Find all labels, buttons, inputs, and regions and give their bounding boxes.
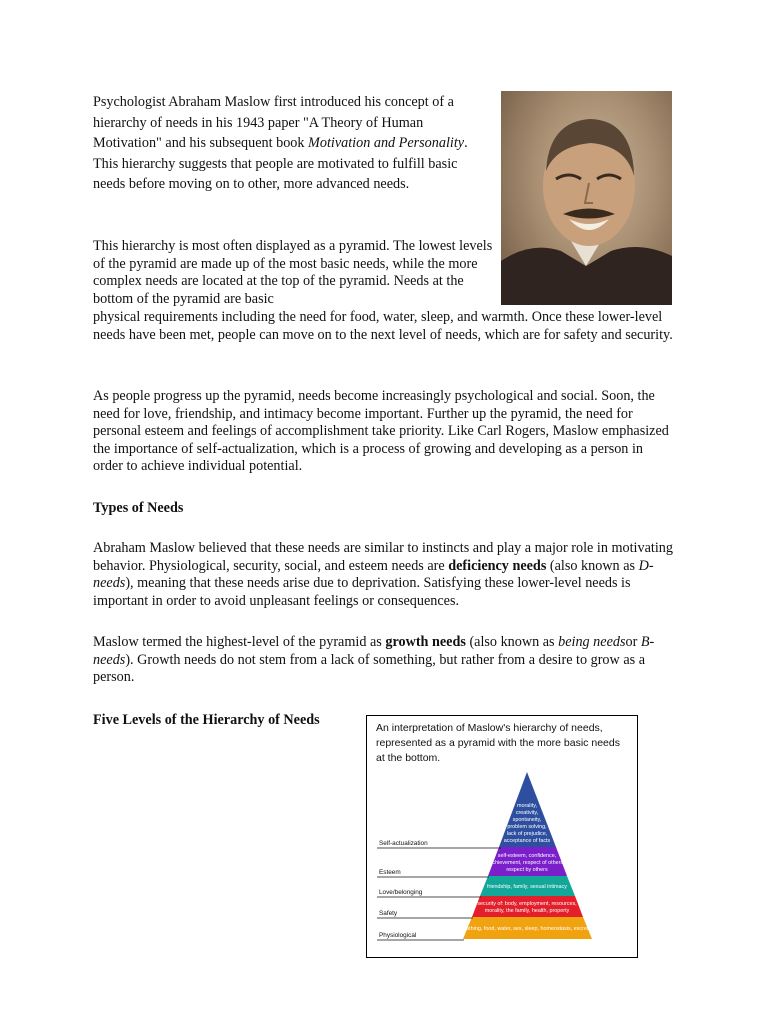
hierarchy-figure (366, 715, 638, 958)
types-paragraph-2: Maslow termed the highest-level of the pyramid as growth needs (also known as being needsor B-needs). Growth needs do not stem from a lack of something, but rather from a desire to grow as a person. (93, 634, 655, 685)
tier-text-self-actualization-6: acceptance of facts (503, 838, 551, 844)
types-heading: Types of Needs (93, 500, 184, 516)
tier-text-safety-1: security of: body, employment, resources, (477, 901, 577, 907)
tier-text-physiological: breathing, food, water, sex, sleep, homeostasis, excretion (458, 926, 596, 932)
tier-text-self-actualization-4: problem solving, (507, 824, 547, 830)
tier-text-self-actualization-3: spontaneity, (512, 817, 542, 823)
label-physiological: Physiological (379, 932, 417, 939)
levels-heading: Five Levels of the Hierarchy of Needs (93, 712, 320, 728)
label-esteem: Esteem (379, 869, 401, 876)
types-paragraph-1: Abraham Maslow believed that these needs are similar to instincts and play a major role in motivating behavior. Physiological, security, social, and esteem needs are deficiency needs (also known as D-needs), meaning that these needs arise due to deprivation. Satisfying these lower-level needs is important in order to avoid unpleasant feelings or consequences. (93, 540, 673, 609)
tier-text-self-actualization-1: morality, (517, 803, 537, 809)
label-love-belonging: Love/belonging (379, 889, 423, 896)
intro-paragraph-2-top: This hierarchy is most often displayed as a pyramid. The lowest levels of the pyramid are made up of the most basic needs, while the more complex needs are located at the top of the pyramid. Needs at the bottom of the pyramid are basic (93, 238, 493, 307)
intro-paragraph-1: Psychologist Abraham Maslow first introduced his concept of a hierarchy of needs in his 1943 paper "A Theory of Human Motivation" and his subsequent book Motivation and Personality. This hierarchy suggests that people are motivated to fulfill basic needs before moving on to other, more advanced needs. (93, 94, 468, 192)
intro-paragraph-3: As people progress up the pyramid, needs become increasingly psychological and social. Soon, the need for love, friendship, and intimacy become important. Further up the pyramid, the need for personal esteem and feelings of accomplishment take priority. Like Carl Rogers, Maslow emphasized the importance of self-actualization, which is a process of growing and developing as a person in order to achieve individual potential. (93, 388, 669, 474)
tier-text-love: friendship, family, sexual intimacy (487, 884, 567, 890)
tier-text-self-actualization-5: lack of prejudice, (506, 831, 548, 837)
label-safety: Safety (379, 910, 398, 917)
tier-text-esteem-3: respect by others (506, 867, 548, 873)
tier-text-self-actualization-2: creativity, (515, 810, 539, 816)
tier-text-esteem-2: achievement, respect of others, (489, 860, 565, 866)
tier-text-safety-2: morality, the family, health, property (484, 908, 570, 914)
portrait-illustration (501, 91, 672, 305)
tier-text-esteem-1: self-esteem, confidence, (497, 853, 557, 859)
intro-paragraph-2-bottom: physical requirements including the need for food, water, sleep, and warmth. Once these lower-level needs have been met, people can move on to the next level of needs, which are for safety and security. (93, 309, 673, 343)
label-self-actualization: Self-actualization (379, 840, 428, 847)
figure-caption: An interpretation of Maslow's hierarchy of needs, represented as a pyramid with the more basic needs at the bottom. (376, 722, 620, 764)
pyramid-diagram (367, 716, 637, 957)
abraham-maslow-portrait (501, 91, 672, 305)
